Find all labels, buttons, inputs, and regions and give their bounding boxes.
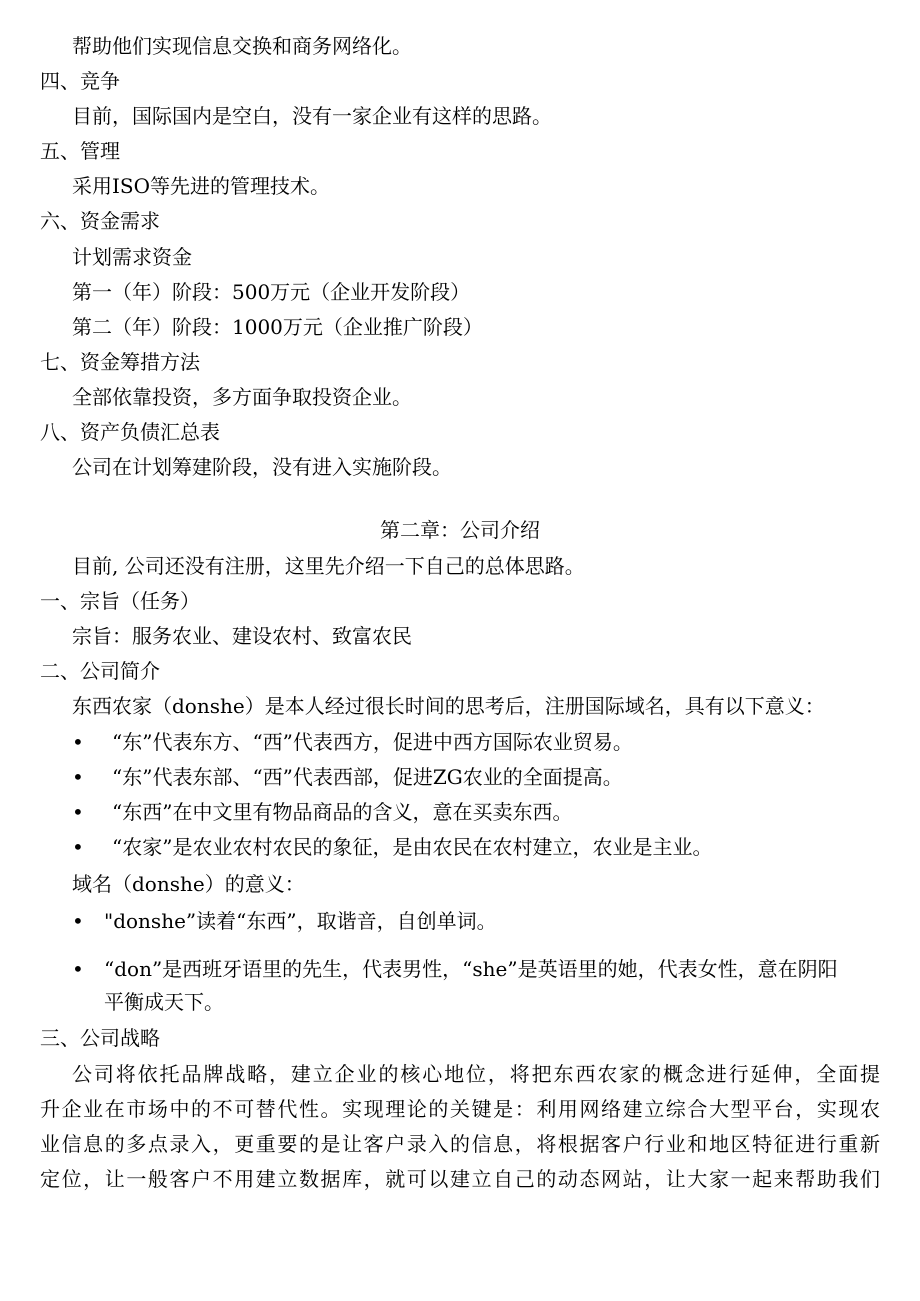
section-heading-management: 五、管理 xyxy=(40,139,120,163)
text-line: 帮助他们实现信息交换和商务网络化。 xyxy=(72,34,412,58)
text-line: 目前, 公司还没有注册，这里先介绍一下自己的总体思路。 xyxy=(72,554,585,578)
list-item-text: “don”是西班牙语里的先生，代表男性，“she”是英语里的她，代表女性，意在阴阳 xyxy=(104,957,838,981)
text-line: 宗旨：服务农业、建设农村、致富农民 xyxy=(72,624,412,648)
list-item-text: “东西”在中文里有物品商品的含义，意在买卖东西。 xyxy=(112,800,573,824)
bullet-icon: • xyxy=(72,835,84,859)
chapter-title: 第二章：公司介绍 xyxy=(380,518,540,542)
text-line: 东西农家（donshe）是本人经过很长时间的思考后，注册国际域名，具有以下意义： xyxy=(72,694,825,718)
paragraph-line: 升企业在市场中的不可替代性。实现理论的关键是：利用网络建立综合大型平台，实现农 xyxy=(40,1097,880,1121)
list-item-text: “东”代表东部、“西”代表西部，促进ZG农业的全面提高。 xyxy=(112,765,623,789)
bullet-icon: • xyxy=(72,800,84,824)
strategy-paragraph xyxy=(40,1057,880,1197)
paragraph-line: 业信息的多点录入，更重要的是让客户录入的信息，将根据客户行业和地区特征进行重新 xyxy=(40,1132,880,1156)
section-heading-balance-sheet: 八、资产负债汇总表 xyxy=(40,420,220,444)
paragraph-line: 定位，让一般客户不用建立数据库，就可以建立自己的动态网站，让大家一起来帮助我们 xyxy=(40,1167,880,1191)
bullet-icon: • xyxy=(72,730,84,754)
text-line: 第二（年）阶段：1000万元（企业推广阶段） xyxy=(72,315,483,339)
section-heading-strategy: 三、公司战略 xyxy=(40,1026,160,1050)
paragraph-line: 公司将依托品牌战略，建立企业的核心地位，将把东西农家的概念进行延伸，全面提 xyxy=(72,1062,880,1086)
text-line: 域名（donshe）的意义： xyxy=(72,872,305,896)
text-line: 采用ISO等先进的管理技术。 xyxy=(72,174,330,198)
section-heading-company-profile: 二、公司简介 xyxy=(40,659,160,683)
text-line: 目前，国际国内是空白，没有一家企业有这样的思路。 xyxy=(72,104,552,128)
bullet-icon: • xyxy=(72,765,84,789)
list-item-text: "donshe”读着“东西”，取谐音，自创单词。 xyxy=(104,909,497,933)
section-heading-funding: 六、资金需求 xyxy=(40,209,160,233)
list-item-continuation: 平衡成天下。 xyxy=(104,990,224,1014)
bullet-icon: • xyxy=(72,909,84,933)
bullet-icon: • xyxy=(72,957,84,981)
list-item-text: “东”代表东方、“西”代表西方，促进中西方国际农业贸易。 xyxy=(112,730,633,754)
section-heading-fundraising: 七、资金筹措方法 xyxy=(40,350,200,374)
text-line: 第一（年）阶段：500万元（企业开发阶段） xyxy=(72,280,471,304)
section-heading-competition: 四、竞争 xyxy=(40,69,120,93)
text-line: 公司在计划筹建阶段，没有进入实施阶段。 xyxy=(72,455,452,479)
text-line: 全部依靠投资，多方面争取投资企业。 xyxy=(72,385,412,409)
text-line: 计划需求资金 xyxy=(72,245,192,269)
section-heading-mission: 一、宗旨（任务） xyxy=(40,589,200,613)
list-item-text: “农家”是农业农村农民的象征，是由农民在农村建立，农业是主业。 xyxy=(112,835,713,859)
